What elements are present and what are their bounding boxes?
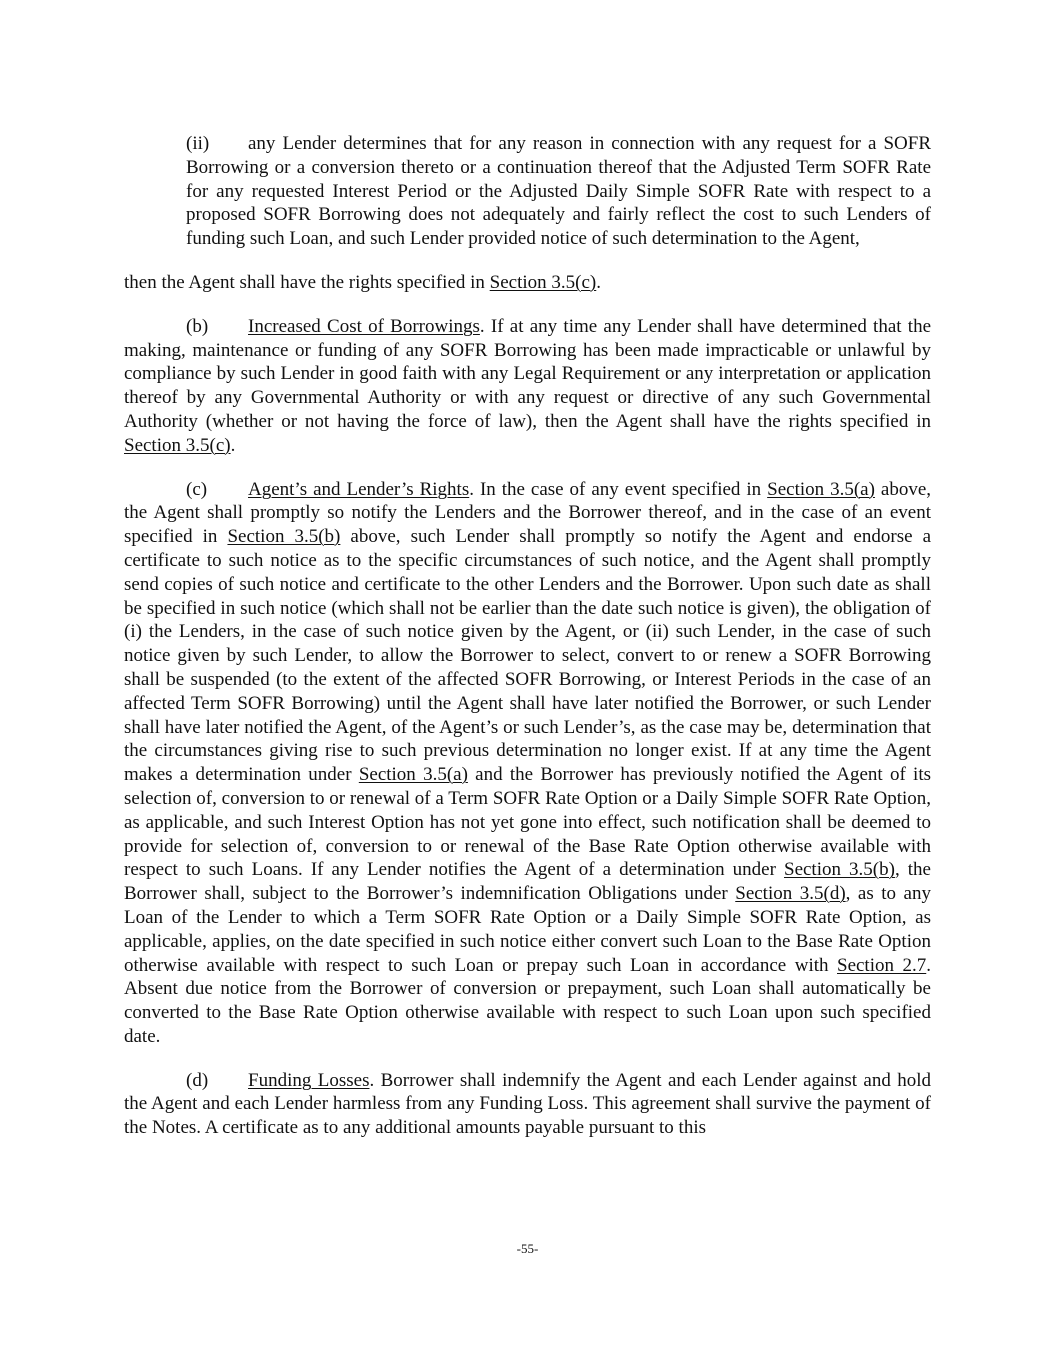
section-ref-link[interactable]: Section 3.5(b) (227, 526, 341, 548)
section-ref-link[interactable]: Section 2.7 (837, 954, 927, 976)
paragraph-c-text: , as to any Loan of the Lender to which a Term SOFR Rate Option or a Daily Simple SOFR Rate Option, as applicable, applies, on the date specified in such notice either convert such Loan to the Base Rate Option otherwise available with respect to such Loan or prepay such Loan in accordance with (124, 883, 931, 976)
paragraph-c-text: , the Borrower shall, subject to the Borrower’s indemnification Obligations under (124, 859, 931, 905)
then-paragraph (124, 271, 931, 295)
section-ref-link[interactable]: Section 3.5(d) (735, 883, 846, 905)
paragraph-c-text: and the Borrower has previously notified the Agent of its selection of, conversion to or renewal of a Term SOFR Rate Option or a Daily Simple SOFR Rate Option, as applicable, and such Interest Option has not yet gone into effect, such notification shall be deemed to provide for selection of, conversion to or renewal of the Base Rate Option otherwise available with respect to such Loans. If any Lender notifies the Agent of a determination under (124, 764, 931, 881)
section-ref-link[interactable]: Section 3.5(b) (784, 859, 895, 881)
clause-ii-marker: (ii) (186, 133, 210, 154)
section-ref-link[interactable]: Section 3.5(c) (124, 434, 231, 456)
paragraph-d (124, 1069, 931, 1140)
paragraph-c-text: above, such Lender shall promptly so notify the Agent and endorse a certificate to such notice as to the specific circumstances of such notice, and the Agent shall promptly send copies of such notice and certificate to the other Lenders and the Borrower. Upon such date as shall be specified in such notice (which shall not be earlier than the date such notice is given), the obligation of (i) the Lenders, in the case of such notice given by the Agent, or (ii) such Lender, in the case of such notice given by such Lender, to allow the Borrower to select, convert to or renew a SOFR Borrowing shall be suspended (to the extent of the affected SOFR Borrowing, or Interest Periods in the case of an affected Term SOFR Borrowing) until the Agent shall have later notified the Borrower, or such Lender shall have later notified the Agent, of the Agent’s or such Lender’s, as the case may be, determination that the circumstances giving rise to such previous determination no longer exist. If at any time the Agent makes a determination under (124, 526, 931, 786)
document-page (124, 132, 931, 1140)
paragraph-c-text: above, the Agent shall promptly so notify the Lenders and the Borrower thereof, and in the case of an event specified in (124, 478, 932, 548)
spacer (124, 1049, 931, 1069)
spacer (124, 458, 931, 478)
then-text-end: . (596, 271, 601, 293)
section-ref-link[interactable]: Section 3.5(c) (489, 271, 597, 293)
then-text: then the Agent shall have the rights specified in (124, 271, 490, 293)
paragraph-d-text: . Borrower shall indemnify the Agent and each Lender against and hold the Agent and each Lender harmless from any Funding Loss. This agreement shall survive the payment of the Notes. A certificate as to any additional amounts payable pursuant to this (124, 1069, 931, 1139)
paragraph-c-heading: Agent’s and Lender’s Rights (248, 478, 470, 500)
section-ref-link[interactable]: Section 3.5(a) (767, 478, 875, 500)
paragraph-b (124, 315, 931, 458)
spacer (124, 295, 931, 315)
page-number: -55- (516, 1241, 539, 1256)
paragraph-c-text: . Absent due notice from the Borrower of conversion or prepayment, such Loan shall automatically be converted to the Base Rate Option otherwise available with respect to such Loan upon such specified date. (124, 954, 931, 1047)
section-ref-link[interactable]: Section 3.5(a) (358, 764, 468, 786)
spacer (124, 251, 931, 271)
paragraph-b-marker: (b) (186, 315, 209, 337)
paragraph-d-marker: (d) (186, 1069, 209, 1091)
paragraph-b-heading: Increased Cost of Borrowings (248, 315, 480, 337)
paragraph-b-text-end: . (230, 434, 236, 456)
clause-ii-text: any Lender determines that for any reason in connection with any request for a SOFR Borrowing or a conversion thereto or a continuation thereof that the Adjusted Term SOFR Rate for any requested Interest Period or the Adjusted Daily Simple SOFR Rate with respect to a proposed SOFR Borrowing does not adequately and fairly reflect the cost to such Lenders of funding such Loan, and such Lender provided notice of such determination to the Agent, (186, 133, 931, 250)
clause-ii (186, 132, 931, 251)
paragraph-b-text: . If at any time any Lender shall have determined that the making, maintenance or funding of any SOFR Borrowing has been made impracticable or unlawful by compliance by such Lender in good faith with any Legal Requirement or any interpretation or application thereof by any Governmental Authority or with any request or directive of any such Governmental Authority (whether or not having the force of law), then the Agent shall have the rights specified in (124, 315, 932, 432)
paragraph-c-marker: (c) (186, 478, 208, 500)
paragraph-d-heading: Funding Losses (248, 1069, 370, 1091)
paragraph-c (124, 478, 931, 1049)
paragraph-c-text: . In the case of any event specified in (469, 478, 768, 500)
